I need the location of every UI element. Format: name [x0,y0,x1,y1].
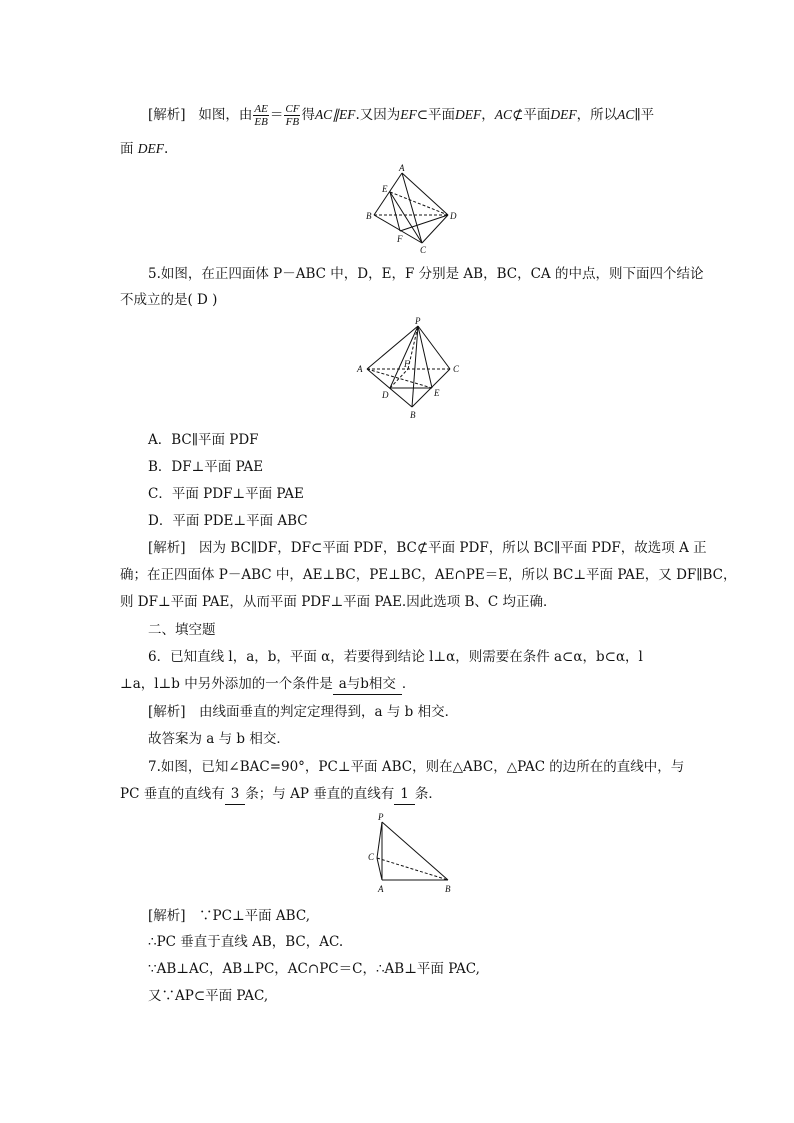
q7-line-2 [120,784,442,805]
text: 如图，由 [198,107,253,123]
q6-analysis-line-1: [解析] 由线面垂直的判定定理得到，a 与 b 相交． [148,704,459,720]
label-d: D [450,211,457,221]
section-title-fill-in: 二、填空题 [148,622,216,638]
label-d: D [382,390,389,400]
text: 面 [120,141,134,157]
label-b: B [445,884,451,894]
equals-sign: ＝ [269,107,284,123]
label-f: F [404,359,410,369]
label-e: E [382,184,388,194]
q5-option-c: C．平面 PDF⊥平面 PAE [148,486,304,502]
label-c: C [420,245,427,255]
figure-regular-tetrahedron-pabc [355,318,470,423]
label-e: E [434,388,440,398]
q6-analysis-line-2: 故答案为 a 与 b 相交． [148,731,290,747]
text: ⊂平面 [416,107,456,123]
text: ． [401,676,416,692]
text: .又因为 [355,107,401,123]
label-p: P [415,316,421,326]
q7-analysis-line-4: 又∵AP⊂平面 PAC, [148,988,269,1004]
fraction-ae-eb: $\frac{AE}{EB}$ [254,103,268,128]
q6-line-1: 6．已知直线 l，a，b，平面 α，若要得到结论 l⊥α，则需要在条件 a⊂α，b⊂α，l [148,649,643,665]
math: AC∥EF [314,107,356,122]
label-a: A [357,364,363,374]
answer-blank: 1 [394,784,415,805]
text: PC 垂直的直线有 [120,786,225,802]
math: AC [617,107,635,122]
answer-blank: 3 [225,784,246,805]
text: ，所以 [576,107,618,123]
q5-analysis-line-3: 则 DF⊥平面 PAE，从而平面 PDF⊥平面 PAE.因此选项 B、C 均正确． [120,594,557,610]
q4-analysis-line-1 [148,103,654,128]
q5-analysis-line-1: [解析] 因为 BC∥DF，DF⊂平面 PDF，BC⊄平面 PDF，所以 BC∥平面 PDF，故选项 A 正 [148,540,707,556]
math: DEF [137,141,165,156]
math: EF [400,107,417,122]
text: ， [481,107,495,123]
label-a: A [378,884,384,894]
q5-option-a: A．BC∥平面 PDF [148,432,259,448]
q5-analysis-line-2: 确；在正四面体 P－ABC 中，AE⊥BC，PE⊥BC，AE∩PE＝E，所以 BC⊥平面 PAE，又 DF∥BC， [120,567,737,583]
figure-right-triangle-pabc [360,812,465,897]
text: 条；与 AP 垂直的直线有 [245,786,395,802]
q5-line-2: 不成立的是( D ) [120,292,218,308]
text: 得 [301,107,315,123]
text: 条． [414,786,442,802]
text: . [164,141,169,157]
label-b: B [366,211,372,221]
text: ⊥a，l⊥b 中另外添加的一个条件是 [120,676,333,692]
label-c: C [368,852,375,862]
label-f: F [397,234,403,244]
text: ∥平 [634,107,655,123]
q5-option-d: D．平面 PDE⊥平面 ABC [148,513,308,529]
math: DEF [455,107,482,122]
q4-analysis-line-2 [120,139,168,159]
q6-line-2 [120,674,415,695]
text: ⊄平面 [512,107,551,123]
answer-blank: a与b相交 [333,674,402,695]
label-b: B [410,410,416,420]
math: AC [494,107,513,122]
q5-option-b: B．DF⊥平面 PAE [148,459,264,475]
label-a: A [399,163,405,173]
label-c: C [453,364,460,374]
label-p: P [378,812,384,822]
q7-line-1: 7.如图，已知∠BAC=90°，PC⊥平面 ABC，则在△ABC，△PAC 的边所在的直线中，与 [148,759,685,775]
q7-analysis-line-2: ∴PC 垂直于直线 AB，BC，AC. [148,934,344,950]
q7-analysis-line-3: ∵AB⊥AC，AB⊥PC，AC∩PC＝C，∴AB⊥平面 PAC, [148,961,480,977]
analysis-tag: [解析] [148,107,186,123]
fraction-cf-fb: $\frac{CF}{FB}$ [285,103,300,128]
figure-tetrahedron-abcd [360,165,470,255]
math: DEF [550,107,577,122]
q7-analysis-line-1: [解析] ∵PC⊥平面 ABC, [148,908,310,924]
q5-line-1: 5.如图，在正四面体 P－ABC 中，D，E，F 分别是 AB，BC，CA 的中点，则下面四个结论 [148,266,704,282]
